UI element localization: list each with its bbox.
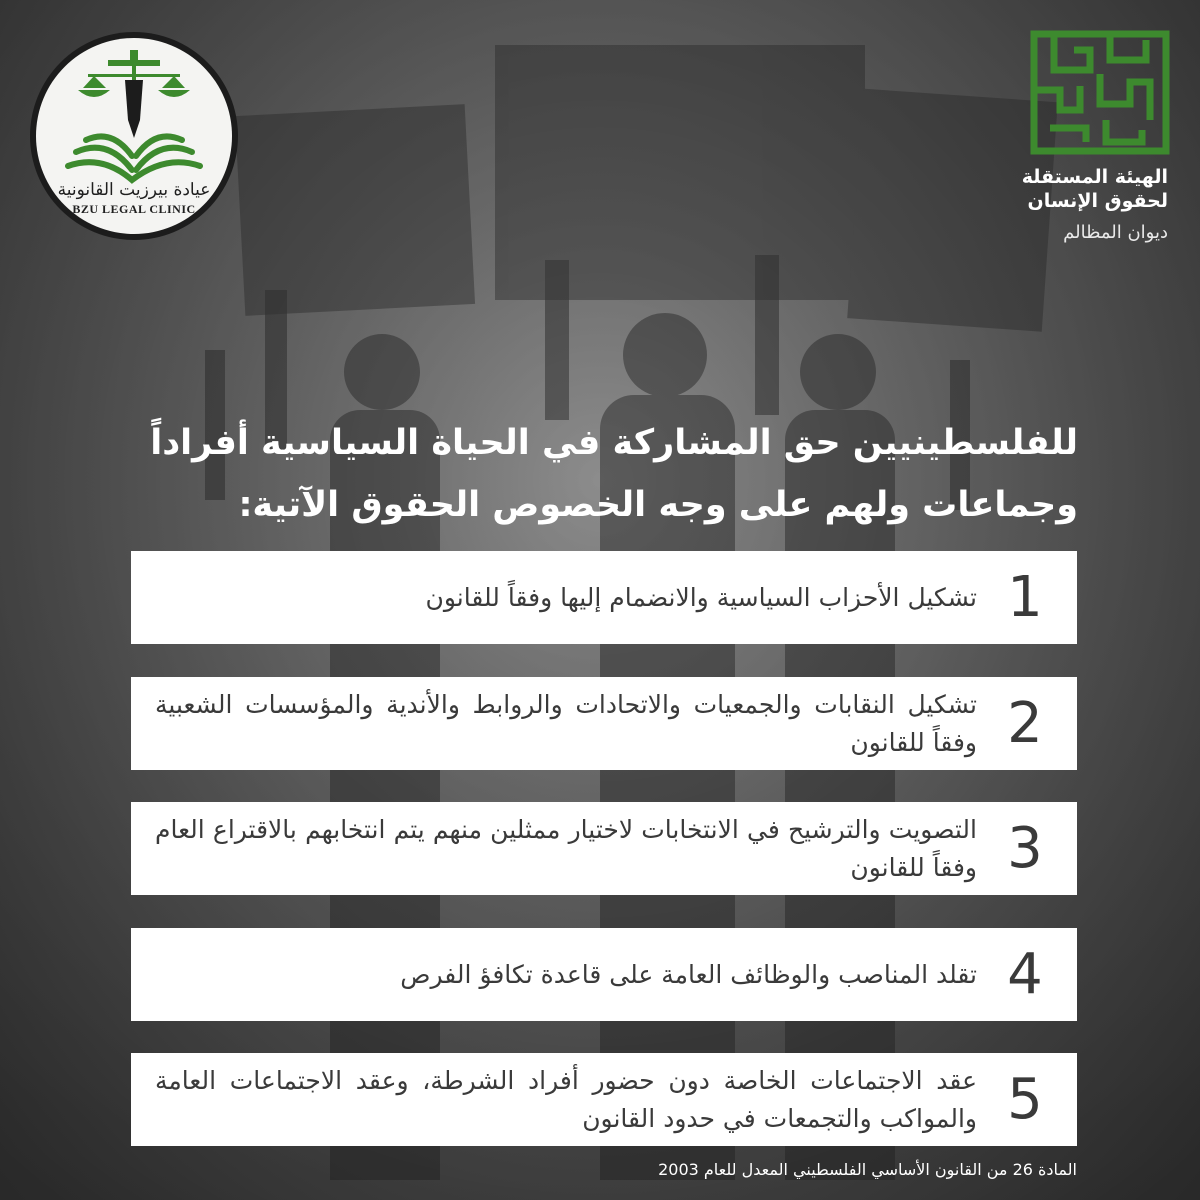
item-number: 5 — [1007, 1067, 1043, 1132]
list-item — [131, 677, 1077, 770]
item-text-content: التصويت والترشيح في الانتخابات لاختيار ممثلين منهم يتم انتخابهم بالاقتراع العام وفقاً للقانون — [155, 814, 977, 882]
item-text-content: عقد الاجتماعات الخاصة دون حضور أفراد الشرطة، وعقد الاجتماعات العامة والمواكب والتجمعات في حدود القانون — [155, 1065, 977, 1133]
ichr-organization-name — [1022, 165, 1168, 213]
ichr-name-line2: لحقوق الإنسان — [1027, 190, 1168, 212]
list-item — [131, 802, 1077, 895]
ichr-subtitle: ديوان المظالم — [1063, 222, 1168, 243]
item-number: 3 — [1007, 816, 1043, 881]
ichr-name-line1: الهيئة المستقلة — [1021, 166, 1168, 188]
clinic-english-name: BZU LEGAL CLINIC — [72, 202, 196, 216]
item-number: 2 — [1007, 691, 1043, 756]
kufic-calligraphy-mark — [1030, 30, 1170, 155]
list-item — [131, 928, 1077, 1021]
list-item — [131, 1053, 1077, 1146]
item-text — [155, 802, 977, 895]
item-text — [155, 551, 977, 644]
item-number: 4 — [1007, 942, 1043, 1007]
source-footnote: المادة 26 من القانون الأساسي الفلسطيني المعدل للعام 2003 — [658, 1160, 1077, 1179]
item-text — [155, 677, 977, 770]
list-item — [131, 551, 1077, 644]
item-text — [155, 928, 977, 1021]
page-heading: للفلسطينيين حق المشاركة في الحياة السياسية أفراداً وجماعات ولهم على وجه الخصوص الحقوق الآتية: — [150, 423, 1078, 525]
item-text-content: تشكيل النقابات والجمعيات والاتحادات والروابط والأندية والمؤسسات الشعبية وفقاً للقانون — [155, 689, 977, 757]
item-text-content: تشكيل الأحزاب السياسية والانضمام إليها وفقاً للقانون — [425, 582, 977, 612]
item-text-content: تقلد المناصب والوظائف العامة على قاعدة تكافؤ الفرص — [400, 959, 977, 989]
item-number: 1 — [1007, 565, 1043, 630]
item-text — [155, 1053, 977, 1146]
clinic-arabic-name: عيادة بيرزيت القانونية — [57, 180, 211, 200]
